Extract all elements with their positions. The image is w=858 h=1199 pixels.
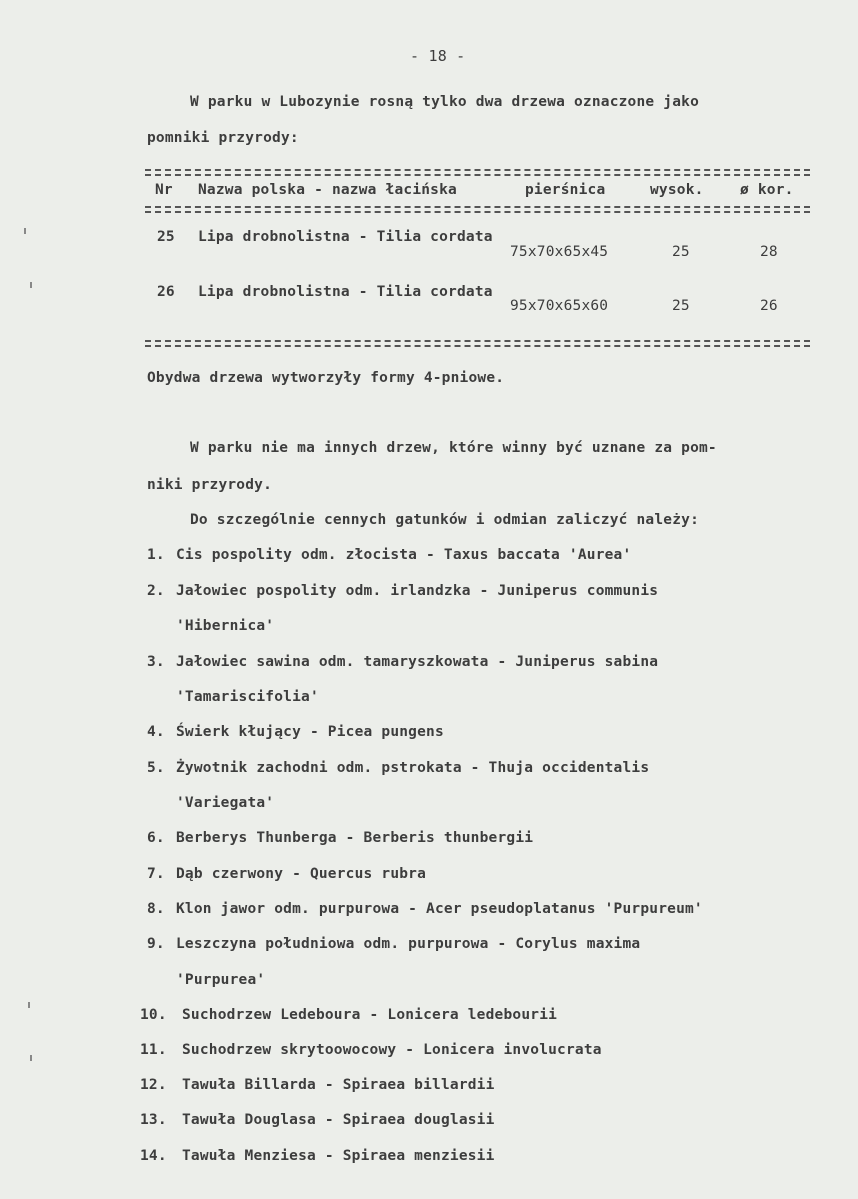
row-crown: 26	[760, 298, 778, 314]
table-note: Obydwa drzewa wytworzyły formy 4-pniowe.	[147, 370, 505, 386]
item-text: Tawuła Billarda - Spiraea billardii	[182, 1077, 495, 1093]
scan-speck	[24, 228, 26, 234]
item-text: Tawuła Menziesa - Spiraea menziesii	[182, 1148, 495, 1164]
intro-line-2: pomniki przyrody:	[147, 130, 299, 146]
page-number: - 18 -	[410, 47, 466, 65]
item-text-continued: 'Tamariscifolia'	[176, 689, 319, 705]
scan-speck	[30, 1055, 32, 1061]
row-girth: 75x70x65x45	[510, 244, 609, 260]
table-header-height: wysok.	[650, 182, 704, 198]
row-nr: 25	[157, 229, 175, 245]
table-header-name: Nazwa polska - nazwa łacińska	[198, 182, 457, 198]
row-girth: 95x70x65x60	[510, 298, 609, 314]
item-text: Leszczyna południowa odm. purpurowa - Corylus maxima	[176, 936, 641, 952]
item-number: 2.	[147, 583, 165, 599]
table-header-girth: pierśnica	[525, 182, 606, 198]
item-text: Żywotnik zachodni odm. pstrokata - Thuja occidentalis	[176, 760, 650, 776]
item-text: Suchodrzew skrytoowocowy - Lonicera involucrata	[182, 1042, 602, 1058]
item-text: Suchodrzew Ledeboura - Lonicera ledebourii	[182, 1007, 558, 1023]
item-text: Tawuła Douglasa - Spiraea douglasii	[182, 1112, 495, 1128]
table-header-rule	[145, 206, 810, 213]
item-number: 6.	[147, 830, 165, 846]
intro-line-1: W parku w Lubozynie rosną tylko dwa drzewa oznaczone jako	[190, 94, 699, 110]
item-text: Dąb czerwony - Quercus rubra	[176, 866, 427, 882]
row-crown: 28	[760, 244, 778, 260]
row-name: Lipa drobnolistna - Tilia cordata	[198, 229, 493, 245]
table-header-nr: Nr	[155, 182, 173, 198]
table-bottom-rule	[145, 340, 810, 347]
item-number: 13.	[140, 1112, 167, 1128]
item-text: Cis pospolity odm. złocista - Taxus baccata 'Aurea'	[176, 547, 632, 563]
scan-speck	[30, 282, 32, 288]
item-text-continued: 'Purpurea'	[176, 972, 266, 988]
item-number: 3.	[147, 654, 165, 670]
row-height: 25	[672, 244, 690, 260]
table-header-crown: ø kor.	[740, 182, 794, 198]
item-number: 14.	[140, 1148, 167, 1164]
item-text: Klon jawor odm. purpurowa - Acer pseudoplatanus 'Purpureum'	[176, 901, 703, 917]
item-number: 11.	[140, 1042, 167, 1058]
item-number: 4.	[147, 724, 165, 740]
item-number: 1.	[147, 547, 165, 563]
item-text: Jałowiec sawina odm. tamaryszkowata - Juniperus sabina	[176, 654, 659, 670]
item-number: 5.	[147, 760, 165, 776]
item-number: 12.	[140, 1077, 167, 1093]
row-height: 25	[672, 298, 690, 314]
item-text: Świerk kłujący - Picea pungens	[176, 724, 444, 740]
item-text-continued: 'Hibernica'	[176, 618, 275, 634]
row-nr: 26	[157, 284, 175, 300]
item-text: Berberys Thunberga - Berberis thunbergii	[176, 830, 534, 846]
para3-line: Do szczególnie cennych gatunków i odmian zaliczyć należy:	[190, 512, 699, 528]
item-number: 8.	[147, 901, 165, 917]
para2-line-1: W parku nie ma innych drzew, które winny być uznane za pom-	[190, 440, 717, 456]
item-text: Jałowiec pospolity odm. irlandzka - Juniperus communis	[176, 583, 659, 599]
table-top-rule	[145, 169, 810, 176]
scan-speck	[28, 1002, 30, 1008]
para2-line-2: niki przyrody.	[147, 477, 273, 493]
row-name: Lipa drobnolistna - Tilia cordata	[198, 284, 493, 300]
item-number: 9.	[147, 936, 165, 952]
item-number: 10.	[140, 1007, 167, 1023]
item-text-continued: 'Variegata'	[176, 795, 275, 811]
item-number: 7.	[147, 866, 165, 882]
